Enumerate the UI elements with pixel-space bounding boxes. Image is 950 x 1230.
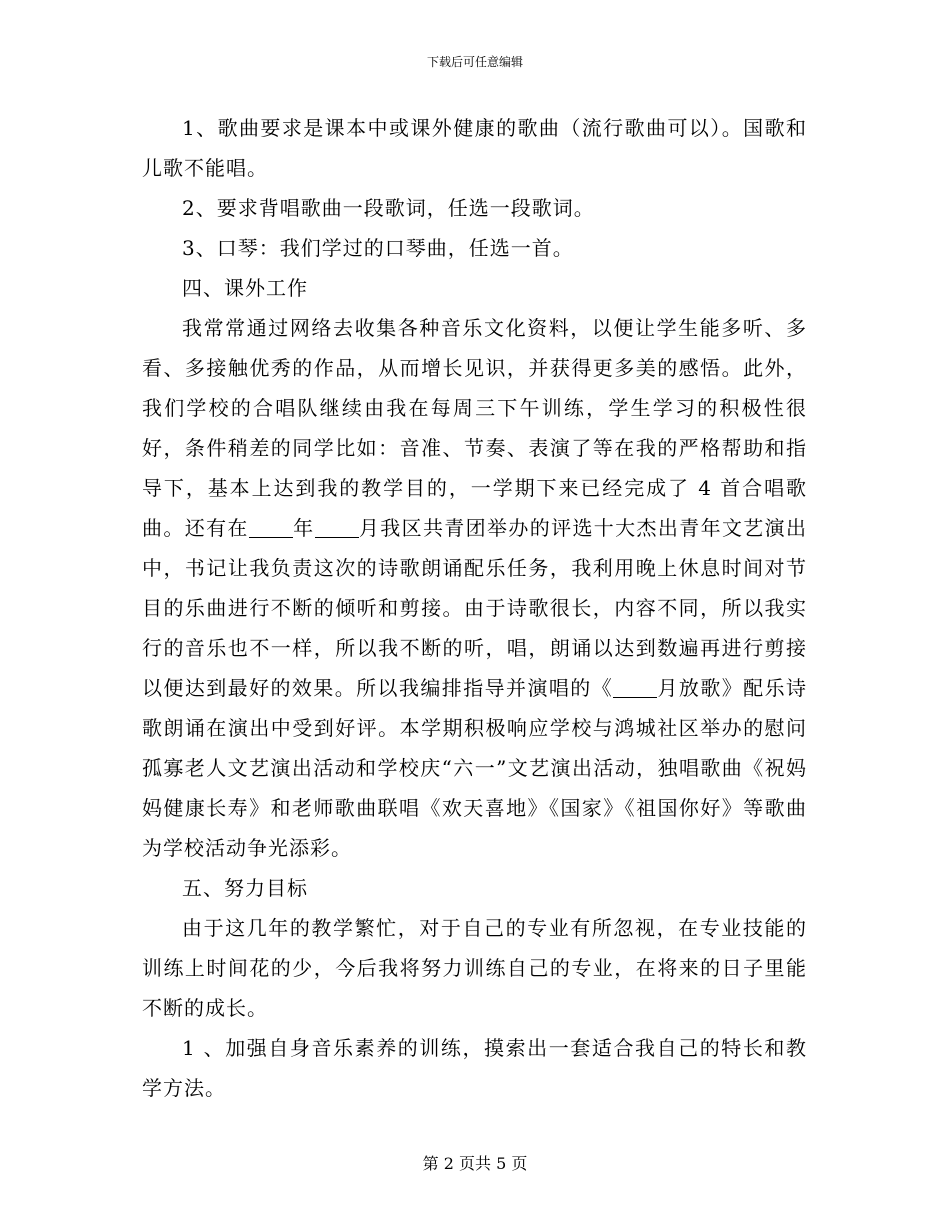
text-segment: 年 (292, 516, 315, 540)
section-heading-goals: 五、努力目标 (182, 876, 308, 900)
page-footer: 第 2 页共 5 页 (422, 1154, 528, 1173)
text-segment: 月我区共青团举办的评选十大杰出青年文艺演出中，书记让我负责这次的诗歌朗诵配乐任务，我利用晚上休息时间对节目的乐曲进行不断的倾听和剪接。由于诗歌很长，内容不同，所以我实行的音乐也不一样，所以我不断的听，唱，朗诵以达到数遍再进行剪接以便达到最好的效果。所以我编排指导并演唱的《 (142, 516, 808, 700)
text-segment: 月放歌》配乐诗歌朗诵在演出中受到好评。本学期积极响应学校与鸿城社区举办的慰问孤寡老人文艺演出活动和学校庆“六一”文艺演出活动，独唱歌曲《祝妈妈健康长寿》和老师歌曲联唱《欢天喜地》《国家》《祖国你好》等歌曲为学校活动争光添彩。 (142, 676, 808, 860)
blank-underline (315, 517, 359, 538)
paragraph-song-requirements: 1、歌曲要求是课本中或课外健康的歌曲（流行歌曲可以）。国歌和儿歌不能唱。 (142, 116, 807, 180)
paragraph-extracurricular-work (142, 308, 807, 868)
document-body (142, 108, 807, 1108)
paragraph-lyrics-requirement: 2、要求背唱歌曲一段歌词，任选一段歌词。 (182, 196, 595, 220)
blank-underline (613, 677, 657, 698)
section-heading-extracurricular: 四、课外工作 (182, 276, 308, 300)
paragraph-goals-intro: 由于这几年的教学繁忙，对于自己的专业有所忽视，在专业技能的训练上时间花的少，今后我将努力训练自己的专业，在将来的日子里能不断的成长。 (142, 916, 807, 1020)
blank-underline (249, 517, 293, 538)
text-segment: 我常常通过网络去收集各种音乐文化资料，以便让学生能多听、多看、多接触优秀的作品，从而增长见识，并获得更多美的感悟。此外，我们学校的合唱队继续由我在每周三下午训练，学生学习的积极性很好，条件稍差的同学比如：音准、节奏、表演了等在我的严格帮助和指导下，基本上达到我的教学目的，一学期下来已经完成了 4 首合唱歌曲。还有在 (142, 316, 807, 540)
page-header: 下载后可任意编辑 (426, 55, 523, 69)
paragraph-goal-1: 1 、加强自身音乐素养的训练，摸索出一套适合我自己的特长和教学方法。 (142, 1036, 807, 1100)
paragraph-harmonica: 3、口琴：我们学过的口琴曲，任选一首。 (182, 236, 574, 260)
